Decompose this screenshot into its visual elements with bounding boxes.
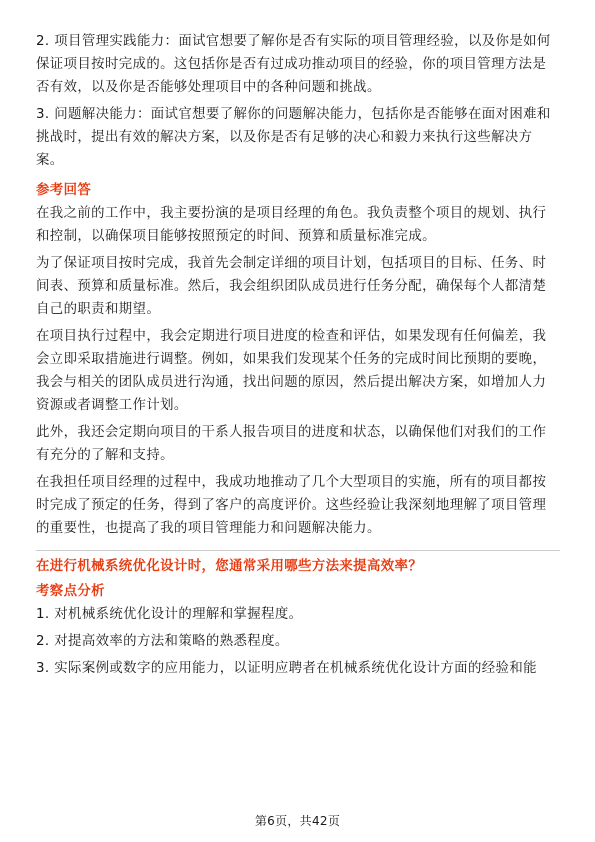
answer-paragraph: 在项目执行过程中，我会定期进行项目进度的检查和评估，如果发现有任何偏差，我会立即采取措施进行调整。例如，如果我们发现某个任务的完成时间比预期的要晚，我会与相关的团队成员进行沟通，找出问题的原因，然后提出解决方案，如增加人力资源或者调整工作计划。 — [36, 329, 547, 413]
analysis-point: 1. 对机械系统优化设计的理解和掌握程度。 — [36, 607, 303, 622]
page-number: 第6页，共42页 — [254, 814, 341, 828]
reference-answer-heading: 参考回答 — [36, 183, 92, 198]
document-body — [36, 30, 560, 680]
interview-question: 在进行机械系统优化设计时，您通常采用哪些方法来提高效率？ — [36, 559, 423, 574]
answer-paragraph: 为了保证项目按时完成，我首先会制定详细的项目计划，包括项目的目标、任务、时间表、预算和质量标准。然后，我会组织团队成员进行任务分配，确保每个人都清楚自己的职责和期望。 — [36, 256, 547, 317]
section-divider — [36, 550, 560, 551]
analysis-point: 2. 对提高效率的方法和策略的熟悉程度。 — [36, 634, 289, 649]
analysis-heading: 考察点分析 — [36, 584, 105, 599]
analysis-point: 3. 实际案例或数字的应用能力，以证明应聘者在机械系统优化设计方面的经验和能 — [36, 661, 537, 676]
analysis-item-2: 2. 项目管理实践能力：面试官想要了解你是否有实际的项目管理经验，以及你是如何保证项目按时完成的。这包括你是否有过成功推动项目的经验，你的项目管理方法是否有效，以及你是否能够处理项目中的各种问题和挑战。 — [36, 34, 551, 95]
answer-paragraph: 此外，我还会定期向项目的干系人报告项目的进度和状态，以确保他们对我们的工作有充分的了解和支持。 — [36, 425, 547, 463]
answer-paragraph: 在我之前的工作中，我主要扮演的是项目经理的角色。我负责整个项目的规划、执行和控制，以确保项目能够按照预定的时间、预算和质量标准完成。 — [36, 206, 547, 244]
answer-paragraph: 在我担任项目经理的过程中，我成功地推动了几个大型项目的实施，所有的项目都按时完成了预定的任务，得到了客户的高度评价。这些经验让我深刻地理解了项目管理的重要性，也提高了我的项目管理能力和问题解决能力。 — [36, 475, 547, 536]
analysis-item-3: 3. 问题解决能力：面试官想要了解你的问题解决能力，包括你是否能够在面对困难和挑战时，提出有效的解决方案，以及你是否有足够的决心和毅力来执行这些解决方案。 — [36, 107, 551, 168]
